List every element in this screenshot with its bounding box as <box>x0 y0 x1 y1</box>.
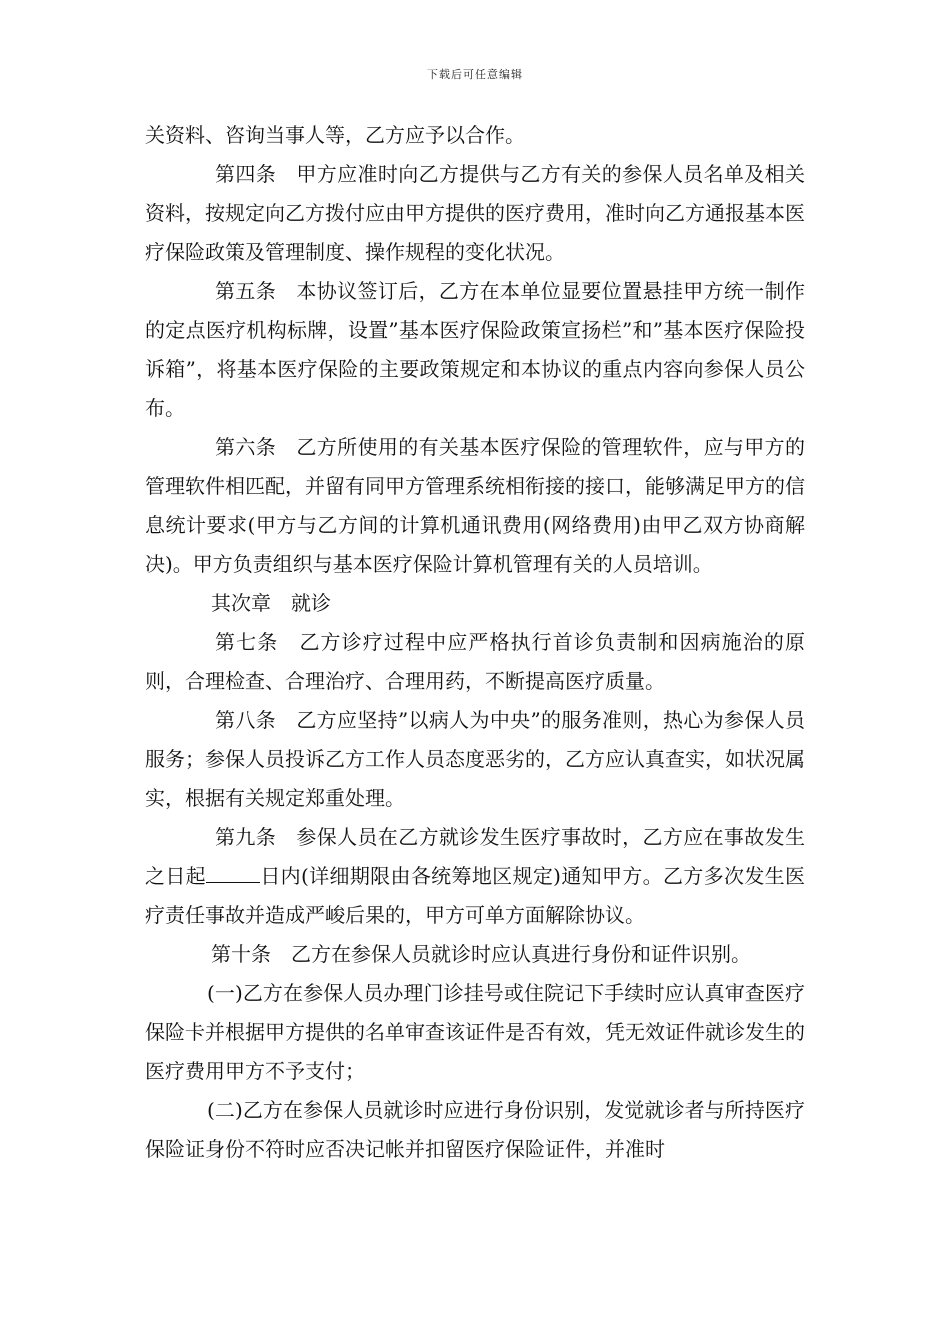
document-body <box>145 116 805 1169</box>
paragraph-continuation: 关资料、咨询当事人等，乙方应予以合作。 <box>145 123 525 147</box>
chapter-2-heading: 其次章 就诊 <box>211 591 331 615</box>
article-4: 第四条 甲方应准时向乙方提供与乙方有关的参保人员名单及相关资料，按规定向乙方拨付应由甲方提供的医疗费用，准时向乙方通报基本医疗保险政策及管理制度、操作规程的变化状况。 <box>145 162 805 264</box>
article-9-part-1: 第九条 参保人员在乙方就诊发生医疗事故时，乙方应在事故发生之日起 <box>145 825 805 888</box>
article-7: 第七条 乙方诊疗过程中应严格执行首诊负责制和因病施治的原则，合理检查、合理治疗、合理用药，不断提高医疗质量。 <box>145 630 805 693</box>
article-8: 第八条 乙方应坚持”以病人为中央”的服务准则，热心为参保人员服务；参保人员投诉乙方工作人员态度恶劣的，乙方应认真查实，如状况属实，根据有关规定郑重处理。 <box>145 708 805 810</box>
article-9-part-2: 日内(详细期限由各统筹地区规定)通知甲方。乙方多次发生医疗责任事故并造成严峻后果的，甲方可单方面解除协议。 <box>145 864 806 927</box>
article-10-item-1: (一)乙方在参保人员办理门诊挂号或住院记下手续时应认真审查医疗保险卡并根据甲方提供的名单审查该证件是否有效，凭无效证件就诊发生的医疗费用甲方不予支付； <box>145 981 805 1083</box>
page-header: 下载后可任意编辑 <box>427 68 523 81</box>
article-9 <box>145 818 805 935</box>
article-10: 第十条 乙方在参保人员就诊时应认真进行身份和证件识别。 <box>211 942 751 966</box>
article-10-item-2: (二)乙方在参保人员就诊时应进行身份识别，发觉就诊者与所持医疗保险证身份不符时应否决记帐并扣留医疗保险证件，并准时 <box>145 1098 805 1161</box>
article-6: 第六条 乙方所使用的有关基本医疗保险的管理软件，应与甲方的管理软件相匹配，并留有同甲方管理系统相衔接的接口，能够满足甲方的信息统计要求(甲方与乙方间的计算机通讯费用(网络费用)由甲乙双方协商解决)。甲方负责组织与基本医疗保险计算机管理有关的人员培训。 <box>145 435 805 576</box>
fill-in-blank <box>206 865 260 883</box>
article-5: 第五条 本协议签订后，乙方在本单位显要位置悬挂甲方统一制作的定点医疗机构标牌，设置”基本医疗保险政策宣扬栏”和”基本医疗保险投诉箱”，将基本医疗保险的主要政策规定和本协议的重点内容向参保人员公布。 <box>145 279 805 420</box>
